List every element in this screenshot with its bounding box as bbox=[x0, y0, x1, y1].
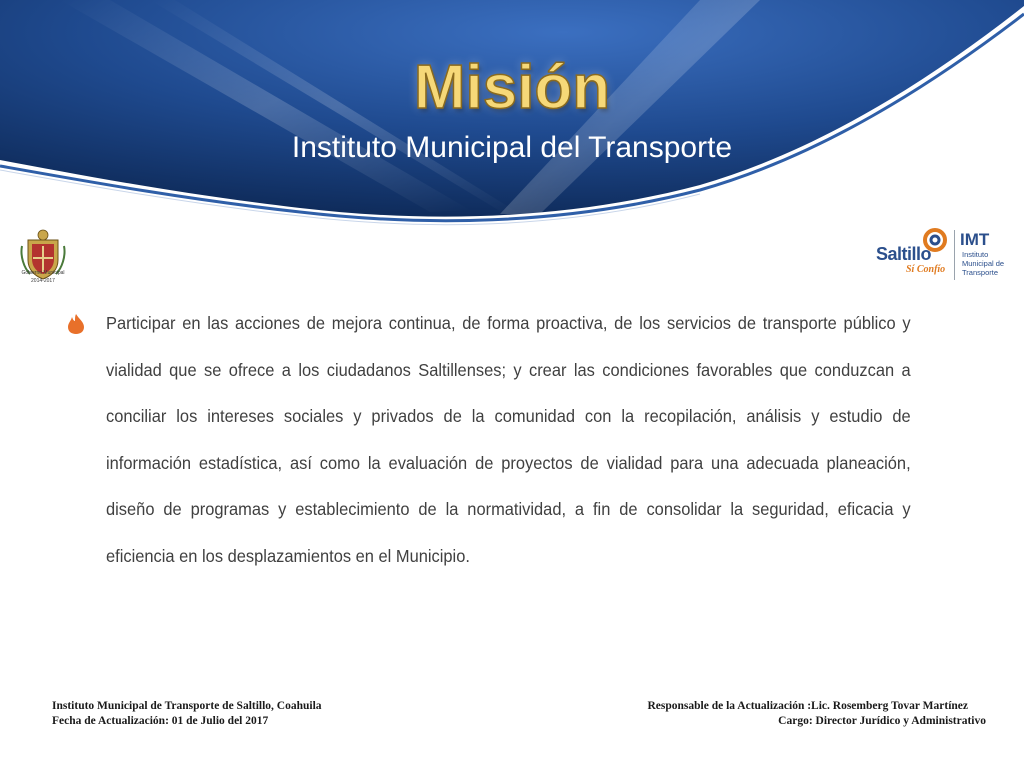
saltillo-logo bbox=[876, 228, 952, 280]
coat-caption-line2: 2014-2017 bbox=[31, 278, 55, 284]
flame-bullet-icon bbox=[67, 313, 85, 335]
imt-wordmark: IMT bbox=[960, 230, 990, 249]
slide-subtitle: Instituto Municipal del Transporte bbox=[291, 131, 733, 164]
imt-subtitle-line3: Transporte bbox=[962, 268, 998, 277]
imt-subtitle-line2: Municipal de bbox=[962, 259, 1005, 268]
footer-responsible: Responsable de la Actualización :Lic. Rosemberg Tovar Martínez bbox=[647, 700, 968, 712]
mission-paragraph: Participar en las acciones de mejora continua, de forma proactiva, de los servicios de transporte público y vialidad que se ofrece a los ciudadanos Saltillenses; y crear las condiciones favorables que conduzcan a conciliar los intereses sociales y privados de la comunidad con la recopilación, análisis y estudio de información estadística, así como la evaluación de proyectos de vialidad para una adecuada planeación, diseño de programas y establecimiento de la normatividad, a fin de consolidar la seguridad, eficacia y eficiencia en los desplazamientos en el Municipio. bbox=[106, 313, 911, 566]
imt-subtitle-line1: Instituto bbox=[962, 250, 989, 259]
footer-update-date: Fecha de Actualización: 01 de Julio del 2017 bbox=[52, 715, 269, 727]
imt-logo bbox=[960, 230, 1020, 282]
footer-institution: Instituto Municipal de Transporte de Saltillo, Coahuila bbox=[52, 700, 322, 712]
logo-divider bbox=[954, 230, 955, 280]
coat-of-arms-icon bbox=[18, 226, 68, 286]
saltillo-tagline: Sí Confío bbox=[906, 264, 946, 275]
coat-caption-line1: Gobierno Municipal bbox=[21, 270, 65, 276]
slide-title: Misión bbox=[413, 53, 611, 122]
saltillo-wordmark: Saltillo bbox=[876, 244, 932, 264]
footer-position: Cargo: Director Jurídico y Administrativo bbox=[778, 715, 986, 727]
